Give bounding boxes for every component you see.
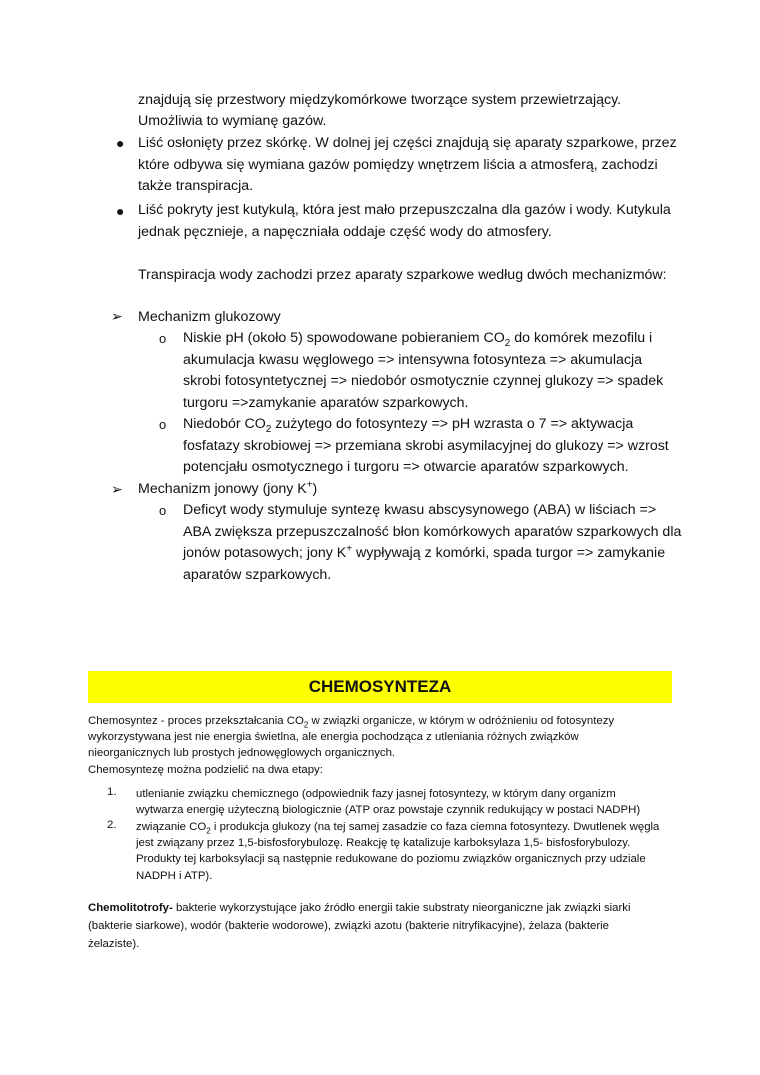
bullet-item-2: [138, 200, 671, 243]
mechanism-1-item-2: [183, 414, 669, 479]
text-line: jonów potasowych; jony K+ wypływają z komórki, spada turgor => zamykanie: [183, 543, 666, 562]
text-line: także transpiracja.: [138, 178, 254, 195]
text-line: Produkty tej karboksylacji są następnie redukowane do poziomu związków organicznych przy udziale: [136, 853, 646, 866]
text-line: Chemolitotrofy- bakterie wykorzystujące jako źródło energii takie substraty nieorganiczne jak związki siarki: [88, 902, 631, 914]
text-line: związanie $CO_2$ i produkcja glukozy (na tej samej zasadzie co faza ciemna fotosyntezy. Dwutlenek węgla: [136, 821, 660, 836]
circle-bullet-icon: o: [159, 503, 167, 518]
intro-line-1: znajdują się przestwory międzykomórkowe tworzące system przewietrzający.: [138, 92, 622, 108]
mechanism-2-title: Mechanizm jonowy (jony K+): [138, 479, 318, 497]
mechanism-2-item-1: [183, 500, 681, 586]
text-line: Niskie pH (około 5) spowodowane pobieraniem $CO_2$ do komórek mezofilu i: [183, 330, 653, 349]
text-line: utlenianie związku chemicznego (odpowiednik fazy jasnej fotosyntezy, w którym dany organizm: [136, 788, 616, 800]
step-number: 2.: [107, 819, 117, 831]
text-line: Liść pokryty jest kutykulą, która jest mało przepuszczalna dla gazów i wody. Kutykula: [138, 202, 671, 218]
transpiration-line: Transpiracja wody zachodzi przez aparaty szparkowe według dwóch mechanizmów:: [138, 267, 667, 283]
text-line: Niedobór $CO_2$ zużytego do fotosyntezy => pH wzrasta o 7 => aktywacja: [183, 416, 634, 435]
chemo-paragraph: [88, 713, 614, 778]
text-line: turgoru =>zamykanie aparatów szparkowych.: [183, 394, 469, 411]
circle-bullet-icon: o: [159, 417, 167, 432]
bullet-icon: ●: [116, 203, 125, 219]
text-line: które odbywa się wymiana gazów pomiędzy wnętrzem liścia a atmosferą, zachodzi: [138, 156, 658, 173]
section-banner: [88, 671, 672, 703]
text-line: akumulacja kwasu węglowego => intensywna fotosynteza => akumulacja: [183, 351, 642, 368]
text-line: jest związany przez 1,5-bisfosforybulozę. Reakcję tę katalizuje karboksylaza 1,5- bisfosforybulozy.: [136, 837, 631, 850]
arrow-bullet-icon: ➢: [111, 308, 123, 324]
text-line: nieorganicznych lub prostych jednowęglowych organicznych.: [88, 747, 396, 760]
text-line: Deficyt wody stymuluje syntezę kwasu abscysynowego (ABA) w liściach =>: [183, 502, 657, 518]
text-line: potencjału osmotycznego i turgoru => otwarcie aparatów szparkowych.: [183, 459, 629, 476]
bullet-icon: ●: [116, 135, 125, 151]
text-line: skrobi fotosyntetycznej => niedobór osmotycznie czynnej glukozy => spadek: [183, 373, 664, 390]
text-line: żelaziste).: [88, 938, 140, 950]
circle-bullet-icon: o: [159, 331, 167, 346]
step-item-1: [136, 786, 640, 818]
text-line: Chemosyntezę można podzielić na dwa etapy:: [88, 763, 323, 776]
mechanism-1-item-1: [183, 328, 663, 414]
text-line: NADPH i ATP).: [136, 869, 213, 882]
text-line: fosfatazy skrobiowej => przemiana skrobi asymilacyjnej do glukozy => wzrost: [183, 437, 669, 454]
text-line: wytwarza energię użyteczną biologicznie (ATP oraz powstaje czynnik redukujący w postaci NADPH): [136, 804, 641, 817]
text-line: Chemosyntez - proces przekształcania $CO_2$ w związki organicze, w którym w odróżnieniu od fotosyntezy: [88, 715, 615, 730]
text-line: jednak pęcznieje, a napęczniała oddaje część wody do atmosfery.: [138, 223, 552, 240]
arrow-bullet-icon: ➢: [111, 481, 123, 497]
text-line: wykorzystywana jest nie energia świetlna, ale energia pochodząca z utleniania różnych związków: [88, 731, 579, 744]
text-line: (bakterie siarkowe), wodór (bakterie wodorowe), związki azotu (bakterie nitryfikacyjne), żelaza (bakterie: [88, 920, 610, 932]
step-number: 1.: [107, 786, 117, 798]
text-line: aparatów szparkowych.: [183, 566, 332, 583]
intro-line-2: Umożliwia to wymianę gazów.: [138, 113, 327, 129]
mechanism-1-title: Mechanizm glukozowy: [138, 309, 281, 325]
text-line: Liść osłonięty przez skórkę. W dolnej jej części znajdują się aparaty szparkowe, przez: [138, 135, 677, 151]
text-line: ABA zwiększa przepuszczalność błon komórkowych aparatów szparkowych dla: [183, 523, 682, 540]
bullet-item-1: [138, 133, 677, 198]
chemolito-term: Chemolitotrofy-: [88, 902, 173, 914]
chemolito-paragraph: [88, 899, 631, 953]
section-title: CHEMOSYNTEZA: [308, 677, 452, 696]
step-item-2: [136, 819, 659, 884]
